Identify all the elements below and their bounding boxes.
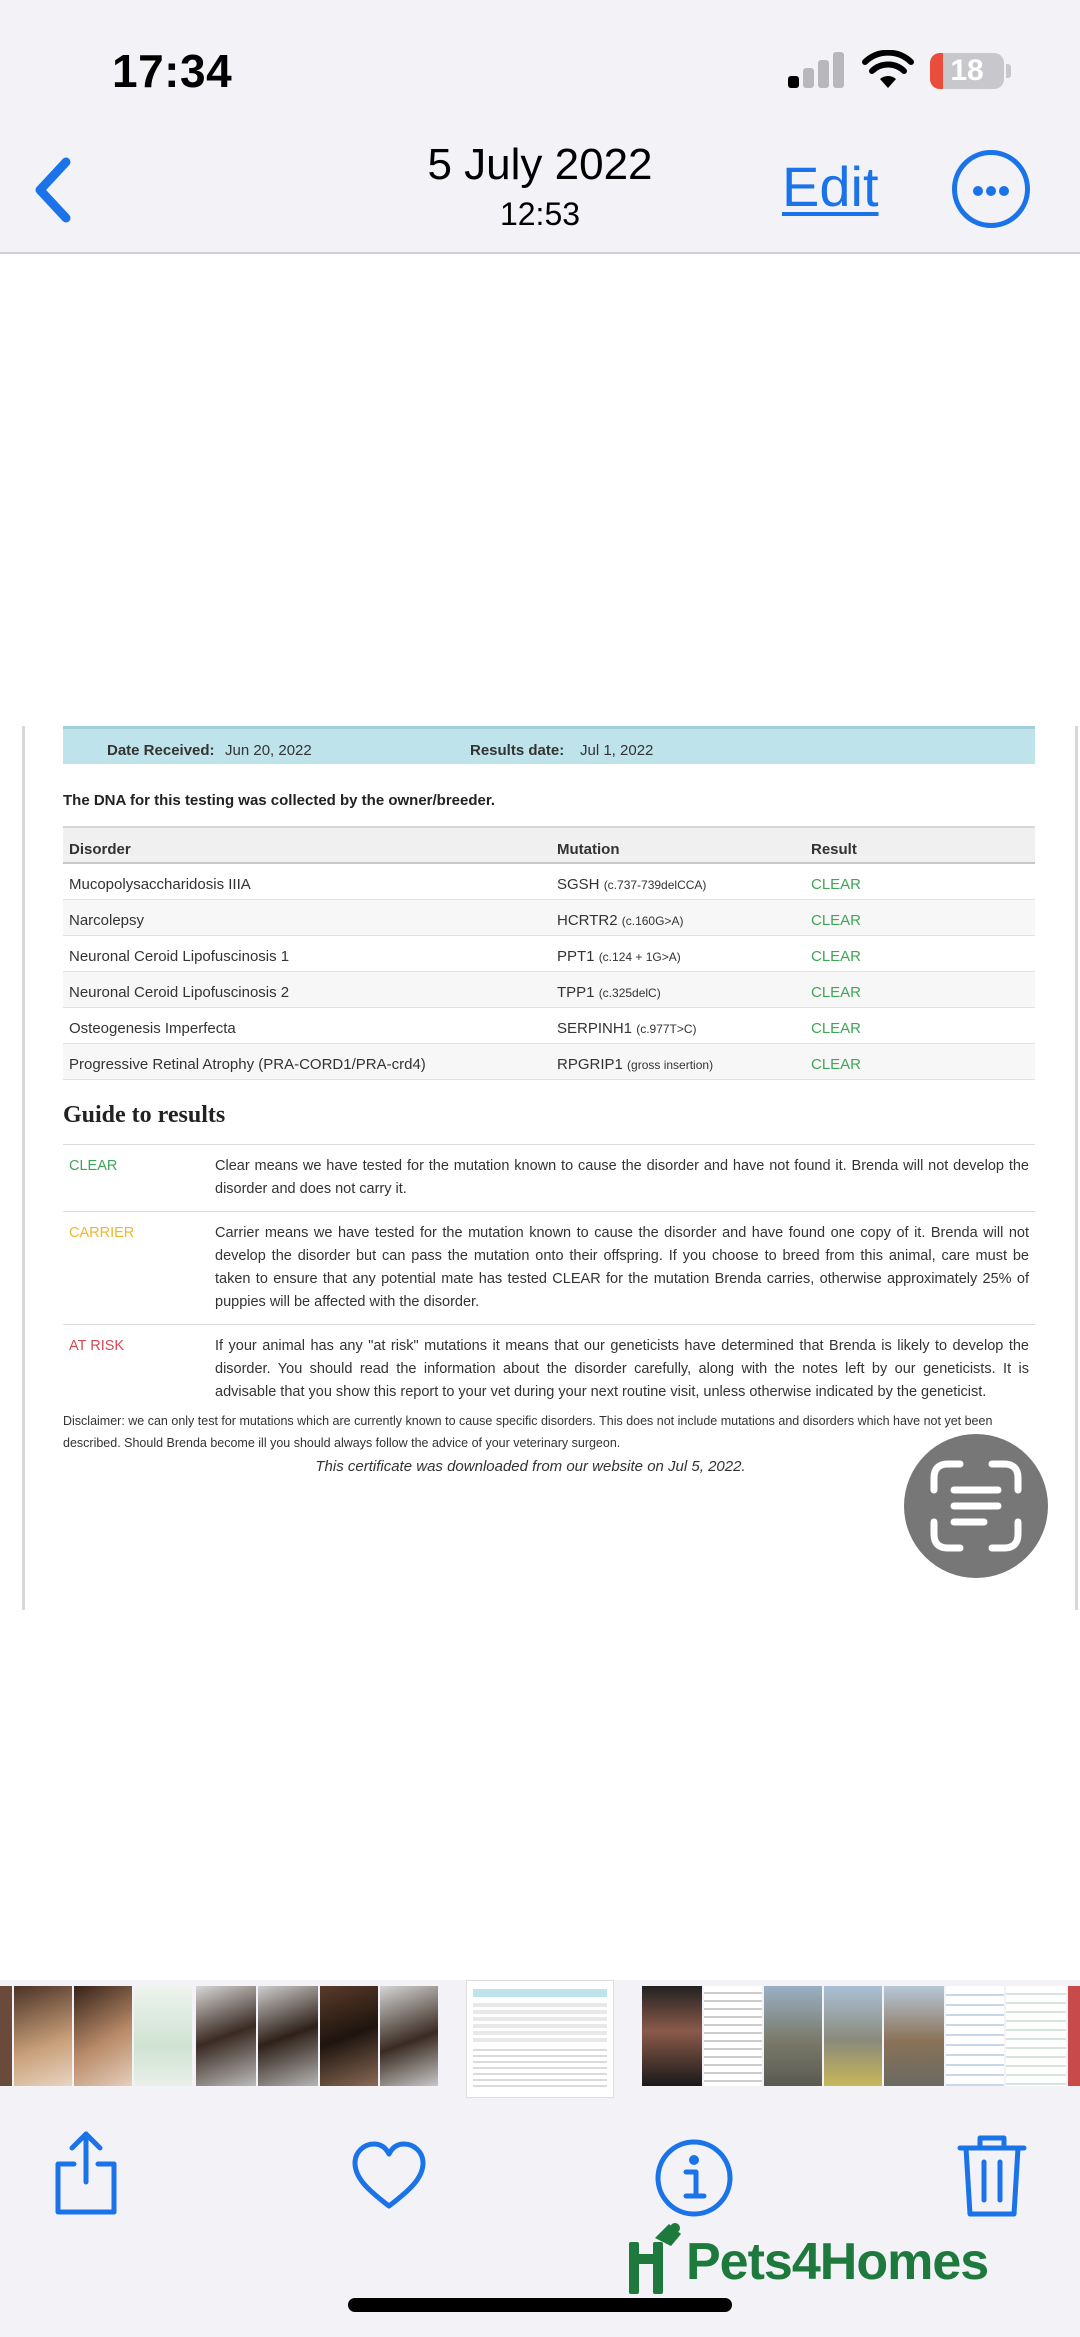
guide-row-clear — [63, 1145, 1035, 1212]
photo-date: 5 July 2022 — [427, 140, 653, 189]
table-header-row — [63, 827, 1035, 863]
chevron-left-icon[interactable] — [20, 150, 90, 230]
guide-row-carrier — [63, 1212, 1035, 1325]
guide-at-risk-text: If your animal has any "at risk" mutations it means that our geneticists have determined that Brenda is likely to develop the disorder. You should read the information about the disorder carefully, along with the notes left by our geneticists. It is advisable that you show this report to your vet during your next routine visit, unless otherwise indicated by the geneticist. — [209, 1325, 1035, 1415]
mutation-code: (c.737-739delCCA) — [603, 877, 707, 892]
guide-at-risk-label: AT RISK — [63, 1325, 209, 1415]
guide-carrier-label: CARRIER — [63, 1212, 209, 1325]
mutation-cell — [551, 863, 805, 899]
guide-carrier-text: Carrier means we have tested for the mutation known to cause the disorder and have found one copy of it. Brenda will not develop the disorder but can pass the mutation onto their offspring. If you choose to breed from this animal, care must be taken to ensure that any potential mate has tested CLEAR for the mutation Brenda carries, otherwise approximately 25% of puppies will be affected with the disorder. — [209, 1212, 1035, 1325]
battery-level: 18 — [950, 54, 984, 87]
battery-icon — [930, 53, 1004, 89]
result-value: CLEAR — [805, 971, 1035, 1007]
mutation-cell — [551, 971, 805, 1007]
gene: SGSH — [557, 875, 600, 893]
disorder-name: Mucopolysaccharidosis IIIA — [63, 863, 551, 899]
header-mutation: Mutation — [551, 827, 805, 863]
thumbnail[interactable] — [764, 1986, 822, 2086]
table-row — [63, 863, 1035, 899]
disorder-name: Osteogenesis Imperfecta — [63, 1007, 551, 1043]
guide-title: Guide to results — [63, 1102, 226, 1128]
thumbnail[interactable] — [380, 1986, 438, 2086]
guide-clear-label: CLEAR — [63, 1145, 209, 1212]
status-time: 17:34 — [112, 45, 233, 97]
thumbnail[interactable] — [0, 1986, 12, 2086]
gene: RPGRIP1 — [557, 1055, 623, 1073]
thumbnail[interactable] — [258, 1986, 318, 2086]
mutation-cell — [551, 899, 805, 935]
disorder-name: Progressive Retinal Atrophy (PRA-CORD1/PRA-crd4) — [63, 1043, 551, 1079]
thumbnail[interactable] — [704, 1986, 762, 2086]
table-row — [63, 1043, 1035, 1079]
thumbnail[interactable] — [824, 1986, 882, 2086]
mutation-cell — [551, 1007, 805, 1043]
home-indicator[interactable] — [348, 2298, 732, 2312]
guide-row-at-risk — [63, 1325, 1035, 1415]
result-value: CLEAR — [805, 863, 1035, 899]
table-row — [63, 935, 1035, 971]
guide-clear-text: Clear means we have tested for the mutation known to cause the disorder and have not found it. Brenda will not develop the disorder and does not carry it. — [209, 1145, 1035, 1212]
thumbnail[interactable] — [1068, 1986, 1080, 2086]
thumbnail[interactable] — [134, 1986, 192, 2086]
trash-icon[interactable] — [954, 2130, 1030, 2220]
date-received-value: Jun 20, 2022 — [225, 742, 312, 759]
battery-cap — [1006, 64, 1011, 78]
table-row — [63, 899, 1035, 935]
result-value: CLEAR — [805, 899, 1035, 935]
header-result: Result — [805, 827, 1035, 863]
thumbnail[interactable] — [74, 1986, 132, 2086]
gene: SERPINH1 — [557, 1019, 633, 1037]
result-value: CLEAR — [805, 1043, 1035, 1079]
disorder-name: Neuronal Ceroid Lipofuscinosis 1 — [63, 935, 551, 971]
thumbnail[interactable] — [1006, 1986, 1066, 2086]
collection-note: The DNA for this testing was collected by the owner/breeder. — [63, 792, 496, 809]
share-icon[interactable] — [48, 2128, 124, 2218]
info-icon[interactable] — [654, 2138, 734, 2218]
thumbnail[interactable] — [196, 1986, 256, 2086]
mutation-code: (c.325delC) — [598, 985, 661, 1000]
result-value: CLEAR — [805, 935, 1035, 971]
mutation-code: (gross insertion) — [627, 1057, 714, 1072]
disorder-name: Neuronal Ceroid Lipofuscinosis 2 — [63, 971, 551, 1007]
status-bar — [0, 0, 1080, 130]
results-date-value: Jul 1, 2022 — [580, 742, 654, 759]
guide-table — [63, 1144, 1035, 1414]
thumbnail-strip[interactable] — [0, 1980, 1080, 2104]
heart-icon[interactable] — [350, 2140, 428, 2212]
results-date-label: Results date: — [470, 742, 565, 759]
mutation-cell — [551, 1043, 805, 1079]
watermark-text: Pets4Homes — [686, 2233, 989, 2291]
gene: HCRTR2 — [557, 911, 618, 929]
gene: PPT1 — [557, 947, 595, 965]
header-disorder: Disorder — [63, 827, 551, 863]
mutation-code: (c.977T>C) — [636, 1021, 697, 1036]
disclaimer: Disclaimer: we can only test for mutations which are currently known to cause specific disorders. This does not include mutations and disorders which have not yet been described. Should Brenda become ill you should always follow the advice of your veterinary surgeon. — [63, 1414, 993, 1450]
table-row — [63, 971, 1035, 1007]
edit-button[interactable]: Edit — [782, 155, 879, 218]
date-received-label: Date Received: — [107, 742, 215, 759]
live-text-scan-icon[interactable] — [904, 1434, 1048, 1578]
thumbnail[interactable] — [946, 1986, 1004, 2086]
ellipsis-circle-icon[interactable] — [952, 150, 1030, 228]
thumbnail[interactable] — [884, 1986, 944, 2086]
thumbnail[interactable] — [14, 1986, 72, 2086]
mutation-code: (c.160G>A) — [621, 913, 684, 928]
photo-time: 12:53 — [499, 196, 581, 232]
thumbnail[interactable] — [320, 1986, 378, 2086]
download-note: This certificate was downloaded from our website on Jul 5, 2022. — [315, 1458, 746, 1475]
thumbnail-current[interactable] — [466, 1980, 614, 2098]
result-value: CLEAR — [805, 1007, 1035, 1043]
gene: TPP1 — [557, 983, 595, 1001]
table-row — [63, 1007, 1035, 1043]
disorder-table — [63, 826, 1035, 1080]
dates-band — [63, 726, 1035, 764]
disorder-name: Narcolepsy — [63, 899, 551, 935]
thumbnail[interactable] — [642, 1986, 702, 2086]
photo-nav-bar — [0, 130, 1080, 254]
mutation-cell — [551, 935, 805, 971]
cellular-signal-icon — [788, 52, 846, 88]
wifi-icon — [862, 50, 914, 90]
mutation-code: (c.124 + 1G>A) — [598, 949, 681, 964]
